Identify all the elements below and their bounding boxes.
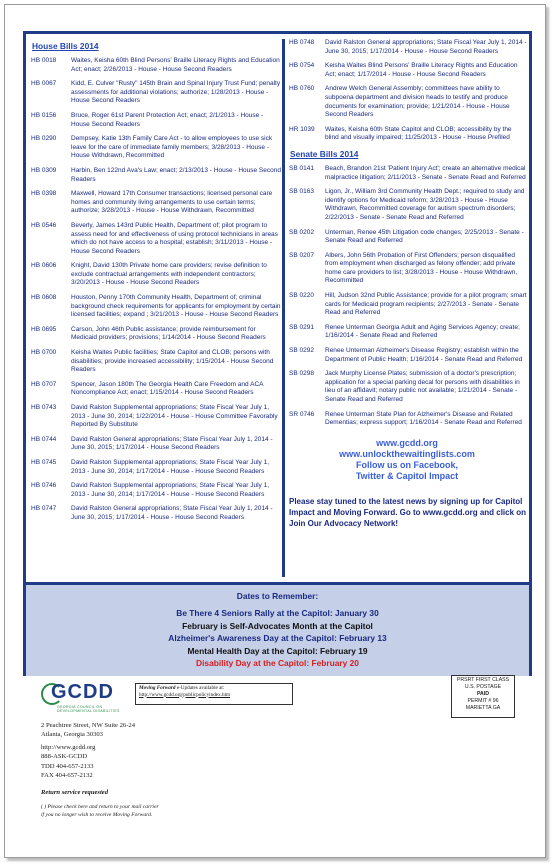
bill-id: HB 0747 [31,505,57,513]
dates-heading: Dates to Remember: [236,591,319,601]
bill-row [29,482,281,499]
bill-id: HB 0745 [31,458,57,466]
return-service-label: Return service requested [41,789,109,796]
bill-id: HB 0018 [31,57,57,64]
stay-tuned-text: Please stay tuned to the latest news by signing up for Capitol Impact and Moving Forward. Go to www.gcdd.org and click on Join Our Advocacy Network! [289,496,527,528]
bill-description: Unterman, Renee 45th Litigation code changes; 2/25/2013 - Senate - Senate Read and Referred [325,228,524,245]
bill-description: Waites, Keisha 60th Blind Persons' Braille Literacy Rights and Education Act; enact; 2/26/2013 - House - House Second Readers [71,57,280,73]
bill-row [29,112,281,129]
bill-description: Renee Unterman Georgia Adult and Aging Services Agency; create; 1/16/2014 - Senate Read and Referred [325,323,520,340]
bill-description: Houston, Penny 170th Community Health, Department of; criminal background check requirements for applicants for employment by certain licensed facilities; expand ; 3/21/2013 - House - House Second Readers [71,294,281,319]
bill-row [29,167,281,184]
bill-id: HB 0754 [289,62,315,70]
bill-id: HB 0309 [31,166,57,174]
bill-description: Andrew Welch General Assembly; committees have ability to subpoena department and division heads to testify and produce documents for examination; provide; 1/21/2014 - House - House Second Readers [325,85,510,119]
house-bill-list-continued [287,39,527,143]
postage-line: PRSRT FIRST CLASS [456,677,510,683]
return-address [41,721,135,739]
bill-id: HB 0748 [289,39,315,46]
mailer-panel [23,675,543,855]
bill-description: Beach, Brandon 21st 'Patient Injury Act'; create an alternative medical malpractice litigation; 2/11/2013 - Senate - Senate Read and Referred [325,164,526,181]
bill-id: SB 0298 [289,370,314,378]
bill-row [287,126,527,143]
links-block [287,438,527,482]
bill-description: Knight, David 130th Private home care providers; revise definition to exclude contractual arrangements with independent contractors; 3/20/2013 - House - House Second Readers [71,262,267,287]
house-bills-column [29,39,281,529]
bill-id: HB 0695 [31,325,57,333]
bill-id: SB 0207 [289,251,314,259]
bill-description: David Ralston General appropriations; State Fiscal Year July 1, 2014 - June 30, 2015; 1/17/2014 - House - House Second Readers [71,505,273,521]
contact-tdd: TDD 404-657-2133 [41,762,94,770]
bill-row [29,294,281,320]
bill-description: David Ralston Supplemental appropriations; State Fiscal Year July 1, 2013 - June 30, 2014; 1/17/2014 - House - House Second Readers [71,458,269,475]
address-line: Atlanta, Georgia 30303 [41,731,103,738]
right-column [287,39,527,529]
bill-row [29,80,281,106]
bill-id: HB 0606 [31,262,57,270]
bill-description: David Ralston General appropriations; State Fiscal Year July 1, 2014 - June 30, 2015; 1/17/2014 - House Second Readers [71,435,273,452]
postage-line: PERMIT # 96 [467,698,499,704]
contact-info [41,743,95,781]
date-item: February is Self-Advocates Month at the Capitol [182,620,373,631]
bill-row [29,326,281,343]
bill-description: David Ralston General appropriations; State Fiscal Year July 1, 2014 - June 30, 2015; 1/17/2014 - House - House Second Readers [325,39,527,55]
bill-id: HB 0744 [31,435,57,443]
bill-description: Ligon, Jr., William 3rd Community Health Dept.; required to study and identify options for Medicaid reform; 3/28/2013 - House - House Withdrawn, Recommitted coverage for autism spectrum disorders; 2/22/2013 - Senate - Senate Read and Referred [325,188,525,221]
waiting-lists-link[interactable]: www.unlockthewaitinglists.com [339,448,475,459]
bill-row [287,347,527,364]
bill-row [29,222,281,256]
bill-row [287,39,527,56]
opt-out-line: ( ) Please check here and return to your mail carrier [41,804,159,810]
bill-id: SB 0141 [289,164,314,172]
bill-id: HB 0746 [31,482,57,490]
bill-description: Albers, John 56th Probation of First Offenders; person disqualified from employment when discharged as felony offender; add private home care providers to list; 3/28/2013 - House - House Withdrawn, Recommitted [325,251,518,285]
moving-forward-label: Moving Forward [139,685,176,691]
address-line: 2 Peachtree Street, NW Suite 26-24 [41,722,135,729]
bill-description: Maxwell, Howard 17th Consumer transactions; licensed personal care homes and community living arrangements to use certain terms; authorize; 3/28/2013 - House - House Withdrawn, Recommitted [71,190,273,215]
logo-text: GCDD [51,681,114,703]
bill-description: Carson, John 46th Public assistance; provide reimbursement for Medicaid providers; provisions; 1/14/2014 - House Second Readers [71,325,266,342]
bill-row [29,505,281,522]
bill-id: HB 0760 [289,85,315,93]
senate-bills-heading[interactable]: Senate Bills 2014 [290,148,359,159]
bill-id: SB 0292 [289,347,314,355]
postage-line: MARIETTA GA [465,705,501,711]
bills-frame [23,31,532,676]
bill-row [287,85,527,119]
bill-row [29,404,281,430]
bill-description: Dempsey, Katie 13th Family Care Act - to allow employees to use sick leave for the care of immediate family members; 3/28/2013 - House - House Withdrawn, Recommitted [71,135,273,160]
bill-id: HB 0546 [31,221,57,229]
bill-id: HB 0398 [31,190,57,198]
date-item: Be There 4 Seniors Rally at the Capitol: January 30 [176,608,379,618]
bill-row [29,349,281,375]
bill-description: Renee Unterman State Plan for Alzheimer's Disease and Related Dementias; express support; 1/16/2014 - Senate Read and Referred [325,410,522,427]
bill-id: SR 0746 [289,410,315,418]
bill-description: Beverly, James 143rd Public Health, Department of; pilot program to assess need for and effectiveness of using protocol technicians in areas which do not have access to a hospital; establish; 3/11/2013 - House - House Second Readers [71,221,278,255]
contact-phone: 888-ASK-GCDD [41,753,88,761]
bill-description: Keisha Waites Public facilities; State Capitol and CLOB; persons with disabilities; provide increased accessibility; 1/15/2014 - House Second Readers [71,349,274,374]
bill-id: HB 0608 [31,294,57,302]
bill-description: David Ralston Supplemental appropriations; State Fiscal Year July 1, 2013 - June 30, 2014; 1/22/2014 - House - House Committee Favorably Reported By Substitute [71,404,278,429]
postage-indicia [451,675,515,718]
logo-subtitle: GEORGIA COUNCIL ON DEVELOPMENTAL DISABILITIES [57,705,120,713]
bill-row [287,324,527,341]
moving-forward-text: e-Updates available at: [175,685,225,691]
bill-description: Renee Unterman Alzheimer's Disease Registry; establish within the Department of Public Health; 1/16/2014 - Senate Read and Referred [325,347,523,363]
bill-id: SB 0291 [289,323,314,331]
follow-text: Follow us on Facebook, [355,459,458,470]
date-item: Mental Health Day at the Capitol: February 19 [187,645,368,656]
bill-row [29,57,281,74]
bill-description: Hill, Judson 32nd Public Assistance; provide for a pilot program; smart cards for Medicaid program recipients; 2/27/2013 - Senate - Senate Read and Referred [325,292,527,317]
opt-out-line: if you no longer wish to receive Moving Forward. [41,812,153,818]
bill-row [287,165,527,182]
bill-row [29,135,281,161]
bill-row [287,229,527,246]
bill-row [29,190,281,216]
bill-row [287,411,527,428]
bill-description: David Ralston Supplemental appropriations; State Fiscal Year July 1, 2013 - June 30, 2014; 1/17/2014 - House - House Second Readers [71,482,269,498]
bill-row [287,370,527,404]
bill-id: SB 0163 [289,188,314,196]
bill-description: Jack Murphy License Plates; submission of a doctor's prescription; application for a special parking decal for persons with disabilities in lieu of an affidavit; notary public not available; 1/21/2014 - Senate - Senate Read and Referred [325,370,520,403]
bill-description: Harbin, Ben 122nd Ava's Law; enact; 2/13/2013 - House - House Second Readers [71,166,281,183]
bill-id: SB 0220 [289,292,314,300]
bill-id: HB 0707 [31,380,57,388]
house-bill-list [29,57,281,523]
bill-row [29,381,281,398]
dates-list [26,607,529,670]
date-item: Disability Day at the Capitol: February 20 [196,658,359,669]
gcdd-link[interactable]: www.gcdd.org [376,437,438,448]
bill-id: HB 0156 [31,111,57,119]
bill-id: HB 0700 [31,349,57,357]
follow-text-2: Twitter & Capitol Impact [355,470,459,481]
bill-id: HR 1039 [289,125,315,133]
bill-row [287,252,527,286]
newsletter-page [4,4,546,858]
bill-id: SB 0202 [289,228,314,236]
postage-line: PAID [476,691,489,697]
bill-description: Spencer, Jason 180th The Georgia Health Care Freedom and ACA Noncompliance Act; enact; 1/15/2014 - House Second Readers [71,380,264,397]
bill-description: Kidd, E. Culver "Rusty" 145th Brain and Spinal Injury Trust Fund; penalty assessments for additional violations; authorize; 1/28/2013 - House - House Second Readers [71,80,281,105]
opt-out-note [41,803,159,819]
moving-forward-box [135,683,293,705]
bill-id: HB 0067 [31,80,57,88]
house-bills-heading[interactable]: House Bills 2014 [32,41,99,51]
bill-row [29,436,281,453]
date-item: Alzheimer's Awareness Day at the Capitol: February 13 [168,633,387,644]
senate-bill-list [287,165,527,428]
dates-to-remember [26,582,529,676]
bill-row [287,62,527,79]
bill-row [287,188,527,222]
bill-row [29,262,281,288]
bill-description: Waites, Keisha 60th State Capitol and CLOB; accessibility by the blind and visually impaired; 11/25/2013 - House - House Prefiled [325,125,512,142]
bill-id: HB 0743 [31,404,57,411]
bill-description: Bruce, Roger 61st Parent Protection Act; enact; 2/1/2013 - House - House Second Readers [71,111,264,128]
postage-line: U.S. POSTAGE [464,684,502,690]
bill-id: HB 0290 [31,135,57,143]
bill-description: Keisha Waites Blind Persons' Braille Literacy Rights and Education Act; enact; 1/17/2014 - House - House Second Readers [325,62,518,78]
bill-row [29,459,281,476]
contact-web[interactable]: http://www.gcdd.org [41,744,96,751]
bill-row [287,292,527,318]
column-divider [282,39,285,577]
moving-forward-url[interactable]: http://www.gcdd.org/publicpolicyindex.htm [139,691,231,698]
gcdd-logo [41,681,131,711]
contact-fax: FAX 404-657-2132 [41,772,93,780]
